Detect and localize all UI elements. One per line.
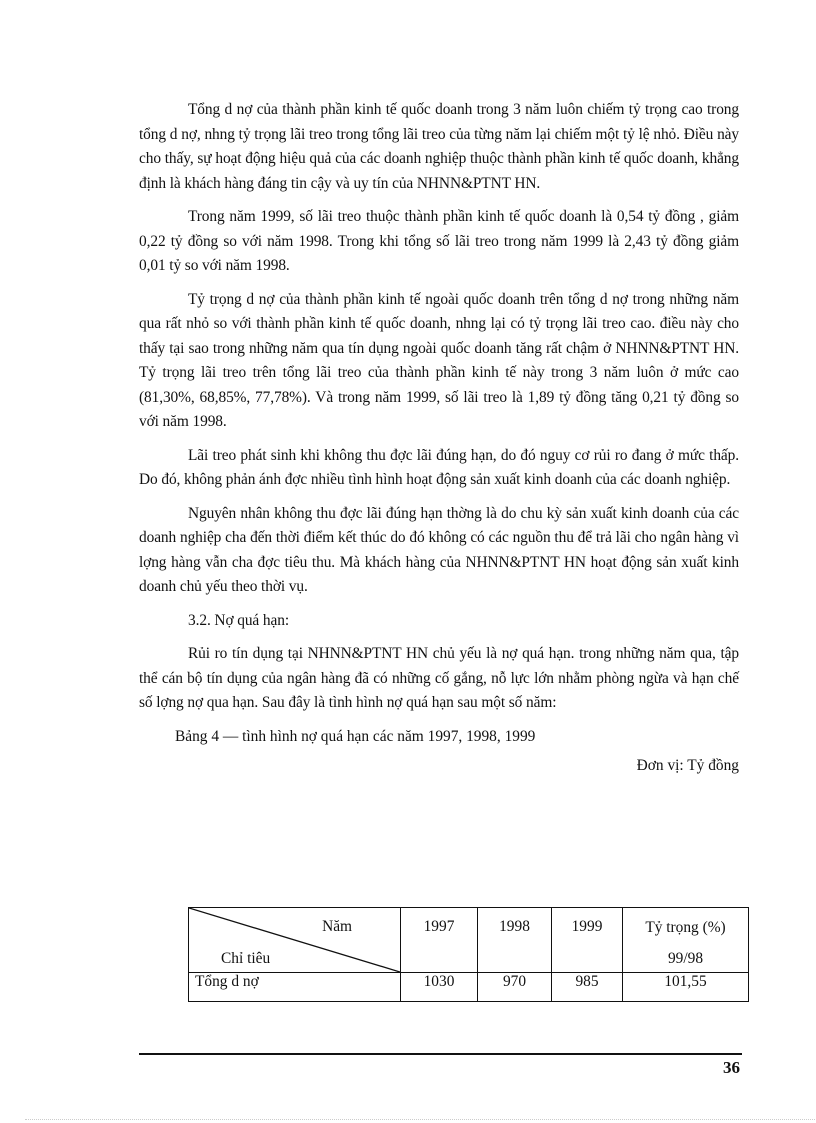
year-header: 1998 bbox=[478, 908, 552, 973]
ratio-header bbox=[623, 908, 749, 973]
ratio-header-line2: 99/98 bbox=[667, 950, 704, 967]
paragraph: Trong năm 1999, số lãi treo thuộc thành phần kinh tế quốc doanh là 0,54 tỷ đồng , giảm 0,22 tỷ đồng so với năm 1998. Trong khi tổng số lãi treo trong năm 1999 là 2,43 tỷ đồng giảm 0,01 tỷ so với năm 1998. bbox=[139, 208, 739, 274]
page-edge-divider bbox=[25, 1119, 815, 1120]
paragraph: Rủi ro tín dụng tại NHNN&PTNT HN chủ yếu là nợ quá hạn. trong những năm qua, tập thể cán bộ tín dụng của ngân hàng đã có những cố gắng, nỗ lực lớn nhằm phòng ngừa và hạn chế số lợng nợ qua hạn. Sau đây là tình hình nợ quá hạn sau một số năm: bbox=[139, 645, 739, 711]
paragraph: Nguyên nhân không thu đợc lãi đúng hạn thờng là do chu kỳ sản xuất kinh doanh của các doanh nghiệp cha đến thời điểm kết thúc do đó không có các nguồn thu để trả lãi cho ngân hàng vì lợng hàng vẫn cha đợc tiêu thu. Mà khách hàng của NHNN&PTNT HN hoạt động sản xuất kinh doanh chủ yếu theo thời vụ. bbox=[139, 504, 739, 595]
page-body bbox=[139, 98, 739, 778]
row-value: 985 bbox=[552, 973, 623, 1002]
footer-divider bbox=[139, 1053, 742, 1055]
ratio-header-line1: Tỷ trọng (%) bbox=[645, 919, 726, 936]
page-number: 36 bbox=[723, 1058, 740, 1077]
row-value: 1030 bbox=[401, 973, 478, 1002]
unit-label: Đơn vị: Tỷ đồng bbox=[636, 756, 739, 774]
row-label: Tổng d nợ bbox=[189, 973, 401, 1002]
section-heading: 3.2. Nợ quá hạn: bbox=[188, 611, 290, 629]
year-header: 1999 bbox=[552, 908, 623, 973]
paragraph: Lãi treo phát sinh khi không thu đợc lãi đúng hạn, do đó nguy cơ rủi ro đang ở mức thấp. Do đó, không phản ánh đợc nhiều tình hình hoạt động sản xuất kinh doanh của các doanh nghiệp. bbox=[139, 446, 739, 488]
year-header: 1997 bbox=[401, 908, 478, 973]
table-header-row bbox=[189, 908, 749, 973]
corner-indicator-label: Chỉ tiêu bbox=[221, 950, 271, 967]
paragraph: Tổng d nợ của thành phần kinh tế quốc doanh trong 3 năm luôn chiếm tỷ trọng cao trong tổng d nợ, nhng tỷ trọng lãi treo trong tổng lãi treo của từng năm lại chiếm một tỷ lệ nhỏ. Điều này cho thấy, sự hoạt động hiệu quả của các doanh nghiệp thuộc thành phần kinh tế quốc doanh, khẳng định là khách hàng đáng tin cậy và uy tín của NHNN&PTNT HN. bbox=[139, 101, 739, 192]
table-row bbox=[189, 973, 749, 1002]
corner-year-label: Năm bbox=[322, 918, 352, 935]
row-value: 970 bbox=[478, 973, 552, 1002]
overdue-debt-table bbox=[188, 907, 749, 1002]
table-caption: Bảng 4 — tình hình nợ quá hạn các năm 1997, 1998, 1999 bbox=[175, 727, 536, 745]
paragraph: Tỷ trọng d nợ của thành phần kinh tế ngoài quốc doanh trên tổng d nợ trong những năm qua rất nhỏ so với thành phần kinh tế quốc doanh, nhng lại có tỷ trọng lãi treo cao. điều này cho thấy tại sao trong những năm qua tín dụng ngoài quốc doanh tăng rất chậm ở NHNN&PTNT HN. Tỷ trọng lãi treo trên tổng lãi treo của thành phần kinh tế này trong 3 năm luôn ở mức cao (81,30%, 68,85%, 77,78%). Và trong năm 1999, số lãi treo là 1,89 tỷ đồng tăng 0,21 tỷ đồng so với năm 1998. bbox=[139, 290, 739, 430]
table-corner-cell bbox=[189, 908, 401, 973]
row-ratio: 101,55 bbox=[623, 973, 749, 1002]
